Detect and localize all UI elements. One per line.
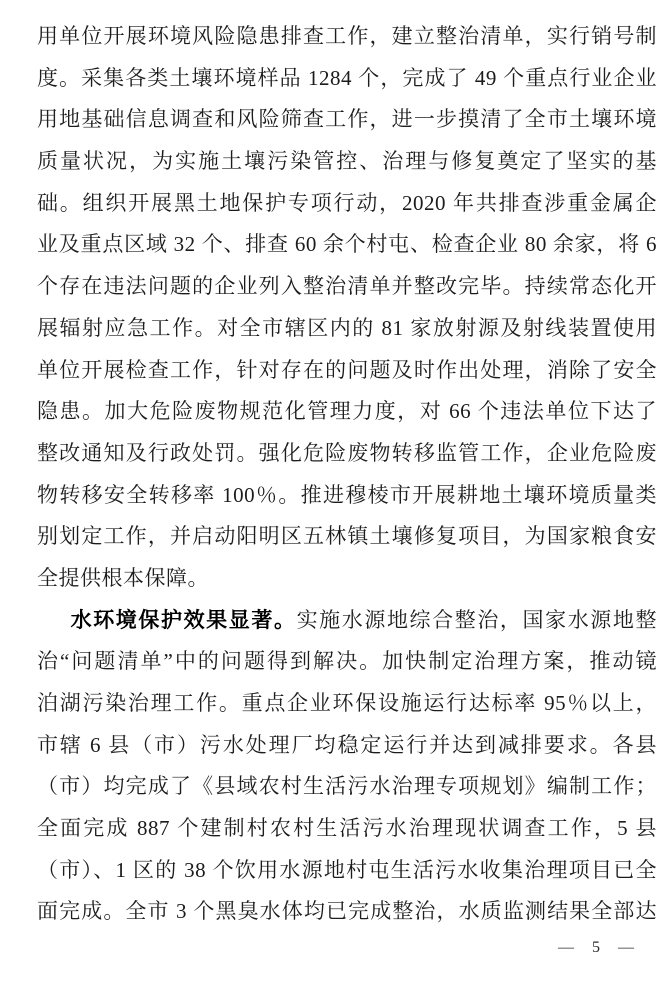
- body-text-line: 全面完成 887 个建制村农村生活污水治理现状调查工作，5 县: [37, 816, 657, 841]
- body-text-line: 单位开展检查工作，针对存在的问题及时作出处理，消除了安全: [37, 357, 657, 382]
- paragraph-lead-rest: 实施水源地综合整治，国家水源地整: [296, 607, 657, 632]
- body-text-line: [37, 600, 657, 642]
- body-text-line: 业及重点区域 32 个、排查 60 余个村屯、检查企业 80 余家，将 6: [37, 232, 657, 257]
- body-text-line: 用地基础信息调查和风险筛查工作，进一步摸清了全市土壤环境: [37, 107, 657, 132]
- body-text-line: （市）均完成了《县域农村生活污水治理专项规划》编制工作；: [37, 774, 657, 799]
- body-text-line: 治“问题清单”中的问题得到解决。加快制定治理方案，推动镜: [37, 649, 657, 674]
- body-text-line: 隐患。加大危险废物规范化管理力度，对 66 个违法单位下达了: [37, 399, 657, 424]
- body-text-line: 市辖 6 县（市）污水处理厂均稳定运行并达到减排要求。各县: [37, 732, 657, 757]
- body-text-line: 物转移安全转移率 100％。推进穆棱市开展耕地土壤环境质量类: [37, 482, 657, 507]
- body-text-block: [37, 16, 657, 933]
- body-text-line: 别划定工作，并启动阳明区五林镇土壤修复项目，为国家粮食安: [37, 524, 657, 549]
- paragraph-lead-bold: 水环境保护效果显著。: [70, 608, 297, 632]
- body-text-line: 展辐射应急工作。对全市辖区内的 81 家放射源及射线装置使用: [37, 315, 657, 340]
- body-text-line: 全提供根本保障。: [37, 565, 209, 590]
- body-text-line: 础。组织开展黑土地保护专项行动，2020 年共排查涉重金属企: [37, 190, 657, 215]
- body-text-line: 用单位开展环境风险隐患排查工作，建立整治清单，实行销号制: [37, 24, 657, 48]
- body-text-line: 个存在违法问题的企业列入整治清单并整改完毕。持续常态化开: [37, 274, 657, 299]
- body-text-line: （市）、1 区的 38 个饮用水源地村屯生活污水收集治理项目已全: [37, 857, 657, 882]
- body-text-line: 度。采集各类土壤环境样品 1284 个，完成了 49 个重点行业企业: [37, 65, 657, 90]
- page-number: — 5 —: [558, 939, 638, 956]
- body-text-line: 泊湖污染治理工作。重点企业环保设施运行达标率 95％以上，: [37, 691, 657, 715]
- body-text-line: 质量状况，为实施土壤污染管控、治理与修复奠定了坚实的基: [37, 149, 657, 174]
- body-text-line: 面完成。全市 3 个黑臭水体均已完成整治，水质监测结果全部达: [37, 899, 657, 924]
- body-text-line: 整改通知及行政处罚。强化危险废物转移监管工作，企业危险废: [37, 440, 657, 465]
